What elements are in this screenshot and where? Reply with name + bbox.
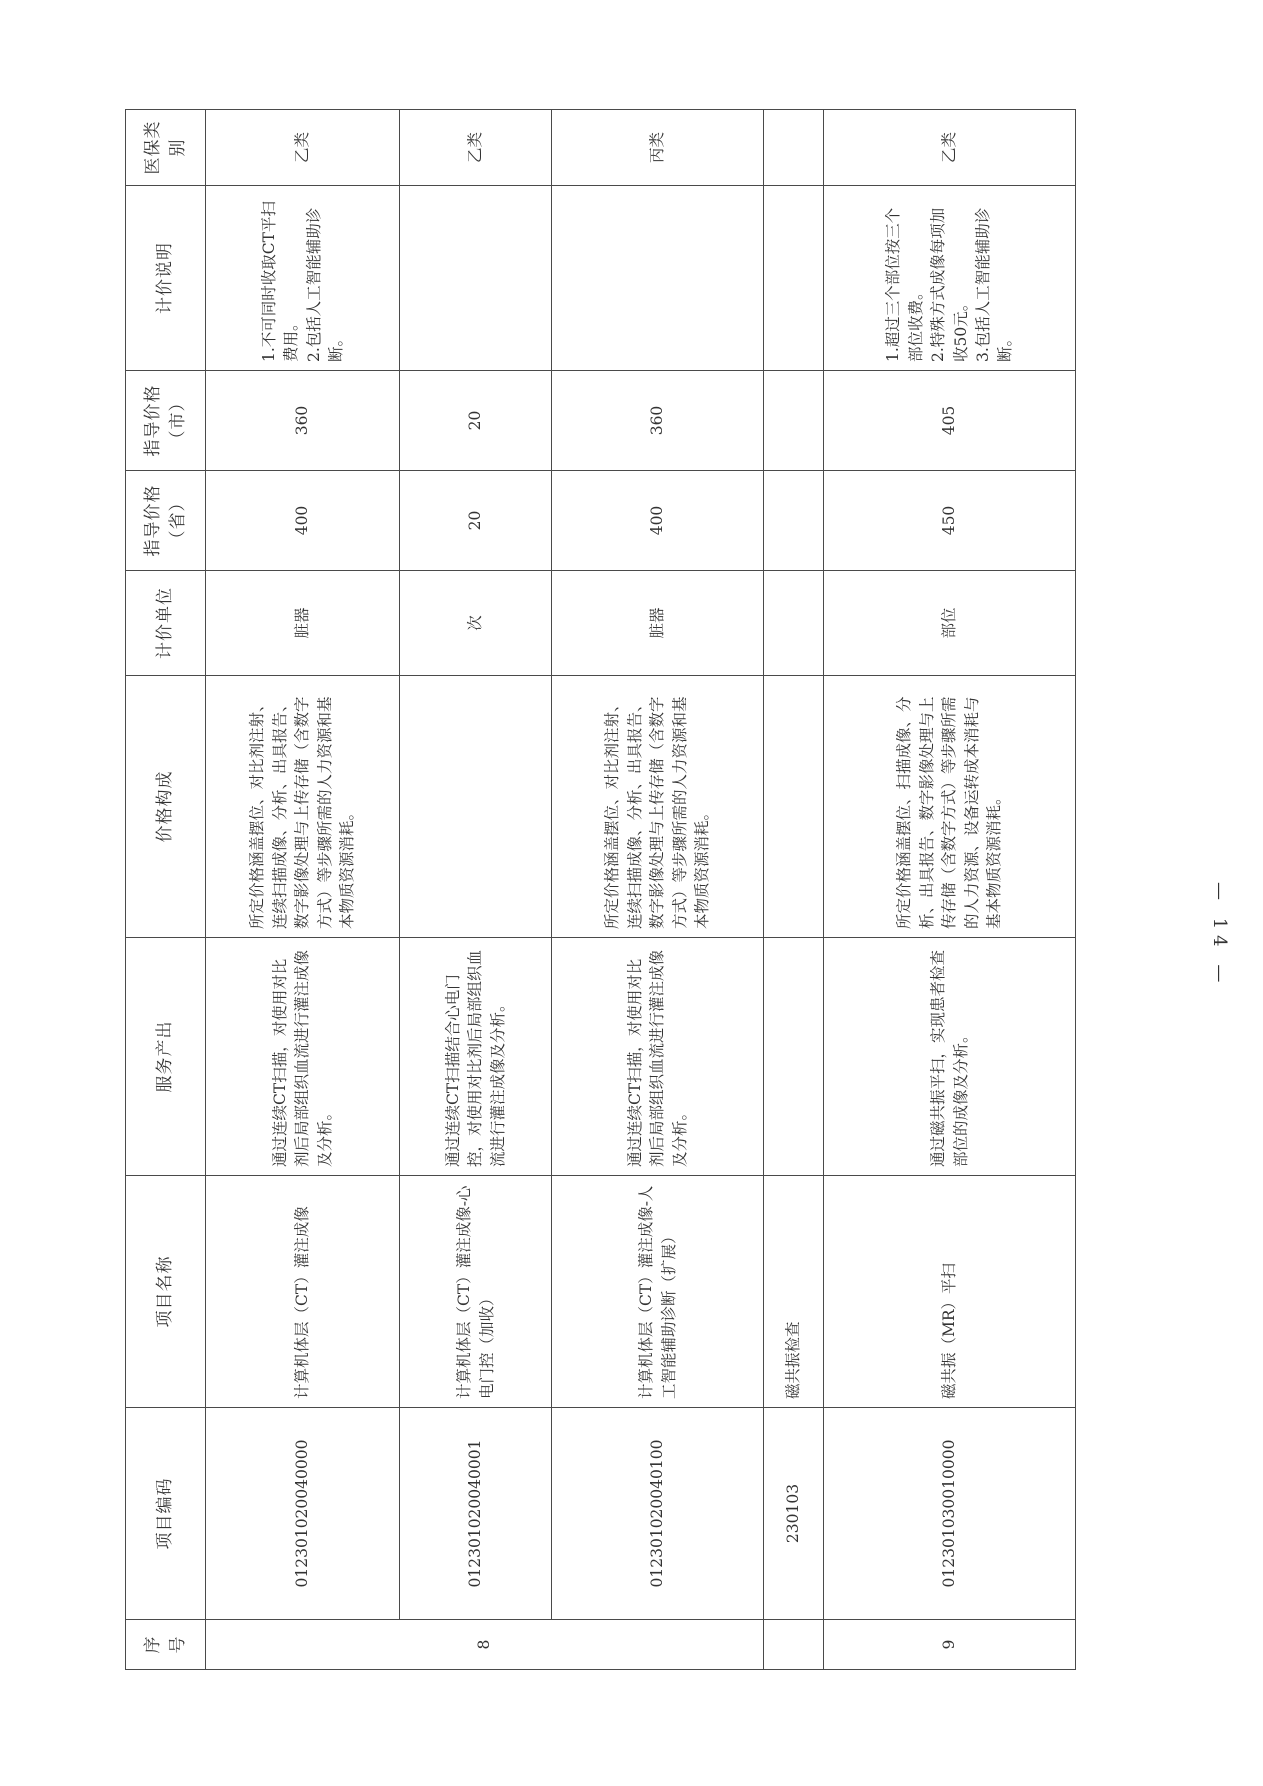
seq-cell <box>764 1620 824 1670</box>
header-output: 服务产出 <box>126 938 206 1176</box>
output-cell: 通过磁共振平扫，实现患者检查部位的成像及分析。 <box>824 938 1076 1176</box>
rotated-page <box>125 110 1075 1670</box>
unit-cell <box>764 571 824 676</box>
code-cell: 012301020040100 <box>552 1408 764 1620</box>
header-price-city: 指导价格（市） <box>126 371 206 471</box>
price-prov-cell <box>764 471 824 571</box>
table-row <box>552 110 764 1670</box>
table-row <box>206 110 400 1670</box>
name-cell: 计算机体层（CT）灌注成像 <box>206 1176 400 1408</box>
price-city-cell: 20 <box>400 371 552 471</box>
composition-cell <box>764 676 824 938</box>
code-cell: 012301020040000 <box>206 1408 400 1620</box>
output-cell: 通过连续CT扫描，对使用对比剂后局部组织血流进行灌注成像及分析。 <box>206 938 400 1176</box>
seq-cell: 8 <box>206 1620 764 1670</box>
code-cell: 230103 <box>764 1408 824 1620</box>
header-row <box>126 110 206 1670</box>
composition-cell <box>400 676 552 938</box>
price-city-cell <box>764 371 824 471</box>
notes-cell <box>552 186 764 371</box>
notes-cell <box>400 186 552 371</box>
table-row <box>824 110 1076 1670</box>
composition-cell: 所定价格涵盖摆位、对比剂注射、连续扫描成像、分析、出具报告、数字影像处理与上传存储（含数字方式）等步骤所需的人力资源和基本物质资源消耗。 <box>552 676 764 938</box>
composition-cell: 所定价格涵盖摆位、对比剂注射、连续扫描成像、分析、出具报告、数字影像处理与上传存储（含数字方式）等步骤所需的人力资源和基本物质资源消耗。 <box>206 676 400 938</box>
price-prov-cell: 20 <box>400 471 552 571</box>
composition-cell: 所定价格涵盖摆位、扫描成像、分析、出具报告、数字影像处理与上传存储（含数字方式）等步骤所需的人力资源、设备运转成本消耗与基本物质资源消耗。 <box>824 676 1076 938</box>
insurance-cell: 乙类 <box>206 110 400 186</box>
notes-cell: 1.超过三个部位按三个部位收费。 2.特殊方式成像每项加收50元。 3.包括人工智能辅助诊断。 <box>824 186 1076 371</box>
unit-cell: 次 <box>400 571 552 676</box>
insurance-cell: 丙类 <box>552 110 764 186</box>
name-cell: 磁共振检查 <box>764 1176 824 1408</box>
unit-cell: 脏器 <box>552 571 764 676</box>
price-city-cell: 405 <box>824 371 1076 471</box>
unit-cell: 脏器 <box>206 571 400 676</box>
insurance-cell: 乙类 <box>824 110 1076 186</box>
header-code: 项目编码 <box>126 1408 206 1620</box>
price-city-cell: 360 <box>206 371 400 471</box>
price-table <box>125 109 1076 1670</box>
name-cell: 计算机体层（CT）灌注成像-心电门控（加收） <box>400 1176 552 1408</box>
price-prov-cell: 400 <box>552 471 764 571</box>
category-row <box>764 110 824 1670</box>
code-cell: 012301030010000 <box>824 1408 1076 1620</box>
unit-cell: 部位 <box>824 571 1076 676</box>
header-unit: 计价单位 <box>126 571 206 676</box>
header-insurance: 医保类别 <box>126 110 206 186</box>
name-cell: 磁共振（MR）平扫 <box>824 1176 1076 1408</box>
table-row <box>400 110 552 1670</box>
price-prov-cell: 400 <box>206 471 400 571</box>
output-cell <box>764 938 824 1176</box>
code-cell: 012301020040001 <box>400 1408 552 1620</box>
insurance-cell: 乙类 <box>400 110 552 186</box>
notes-cell <box>764 186 824 371</box>
header-price-prov: 指导价格（省） <box>126 471 206 571</box>
header-seq: 序号 <box>126 1620 206 1670</box>
notes-cell: 1.不可同时收取CT平扫费用。 2.包括人工智能辅助诊断。 <box>206 186 400 371</box>
price-city-cell: 360 <box>552 371 764 471</box>
header-composition: 价格构成 <box>126 676 206 938</box>
seq-cell: 9 <box>824 1620 1076 1670</box>
page-number: — 14 — <box>1209 881 1230 989</box>
name-cell: 计算机体层（CT）灌注成像-人工智能辅助诊断（扩展） <box>552 1176 764 1408</box>
header-name: 项目名称 <box>126 1176 206 1408</box>
insurance-cell <box>764 110 824 186</box>
price-prov-cell: 450 <box>824 471 1076 571</box>
header-notes: 计价说明 <box>126 186 206 371</box>
output-cell: 通过连续CT扫描结合心电门控，对使用对比剂后局部组织血流进行灌注成像及分析。 <box>400 938 552 1176</box>
output-cell: 通过连续CT扫描，对使用对比剂后局部组织血流进行灌注成像及分析。 <box>552 938 764 1176</box>
